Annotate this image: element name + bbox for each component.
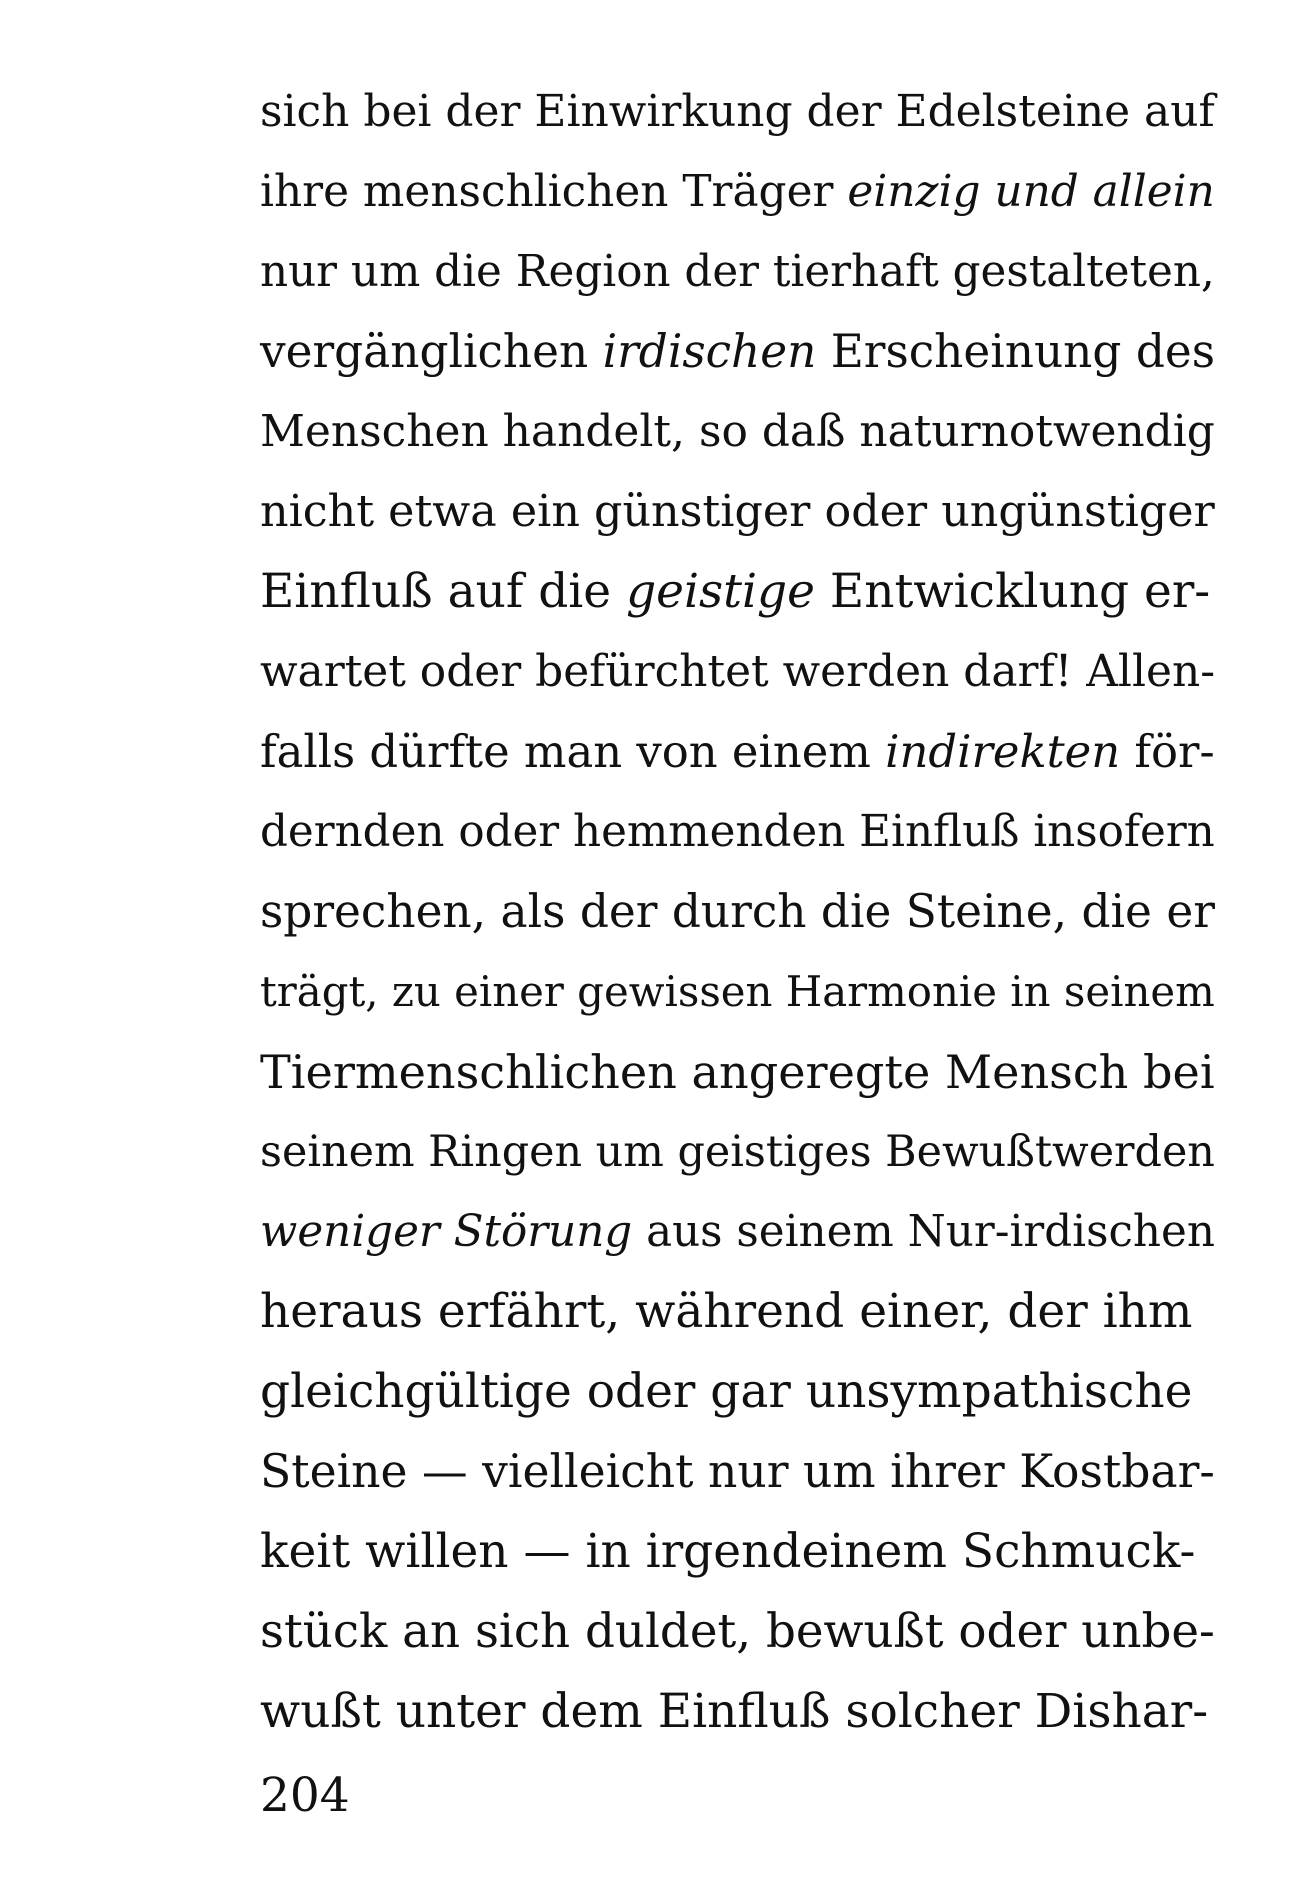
text-segment: sich bei der Einwirkung der Edelsteine auf <box>260 86 1215 137</box>
page-number: 204 <box>260 1768 350 1823</box>
text-segment: keit willen — in irgendeinem Schmuck- <box>260 1524 1196 1579</box>
text-line <box>260 712 1215 792</box>
emphasis-text: weniger Störung <box>260 1207 633 1257</box>
text-segment: gleichgültige oder gar unsympathische <box>260 1364 1193 1419</box>
emphasis-text: geistige <box>626 564 815 619</box>
text-segment: Entwicklung er- <box>814 564 1211 619</box>
emphasis-text: indirekten <box>885 725 1121 778</box>
text-line <box>260 1032 1215 1112</box>
text-line <box>260 72 1215 152</box>
text-segment: wartet oder befürchtet werden darf! Allen- <box>260 646 1216 697</box>
text-line <box>260 632 1215 712</box>
text-segment: seinem Ringen um geistiges Bewußtwerden <box>260 1127 1215 1177</box>
text-segment: Tiermenschlichen angeregte Mensch bei <box>260 1045 1215 1099</box>
text-line <box>260 312 1215 392</box>
text-line <box>260 1112 1215 1192</box>
emphasis-text: einzig und allein <box>847 166 1215 217</box>
text-segment: vergänglichen <box>260 325 603 378</box>
text-segment: falls dürfte man von einem <box>260 725 886 778</box>
text-segment: nur um die Region der tierhaft gestalteten, <box>260 247 1215 297</box>
text-segment: wußt unter dem Einfluß solcher Dishar- <box>260 1684 1209 1739</box>
text-line <box>260 792 1215 872</box>
text-line <box>260 392 1215 472</box>
text-line <box>260 1592 1215 1672</box>
text-line <box>260 152 1215 232</box>
text-segment: för- <box>1120 725 1215 778</box>
text-line <box>260 472 1215 552</box>
text-segment: heraus erfährt, während einer, der ihm <box>260 1284 1193 1339</box>
text-line <box>260 1272 1215 1352</box>
text-segment: Steine — vielleicht nur um ihrer Kostbar- <box>260 1445 1215 1498</box>
text-line <box>260 872 1215 952</box>
text-segment: Menschen handelt, so daß naturnotwendig <box>260 406 1215 457</box>
text-line <box>260 1672 1215 1752</box>
text-segment: aus seinem Nur-irdischen <box>632 1207 1215 1257</box>
text-segment: sprechen, als der durch die Steine, die er <box>260 885 1215 938</box>
emphasis-text: irdischen <box>602 325 817 378</box>
text-line <box>260 552 1215 632</box>
text-segment: nicht etwa ein günstiger oder ungünstiger <box>260 486 1215 537</box>
text-segment: Einfluß auf die <box>260 564 627 619</box>
text-segment: trägt, zu einer gewissen Harmonie in seinem <box>260 967 1215 1016</box>
text-segment: ihre menschlichen Träger <box>260 166 848 217</box>
text-line <box>260 232 1215 312</box>
text-segment: Erscheinung des <box>816 325 1215 378</box>
text-line <box>260 1352 1215 1432</box>
body-text <box>260 72 1215 1752</box>
text-line <box>260 1192 1215 1272</box>
text-segment: stück an sich duldet, bewußt oder unbe- <box>260 1605 1215 1659</box>
text-segment: dernden oder hemmenden Einfluß insofern <box>260 807 1215 857</box>
text-line <box>260 1512 1215 1592</box>
text-line <box>260 952 1215 1032</box>
text-line <box>260 1432 1215 1512</box>
